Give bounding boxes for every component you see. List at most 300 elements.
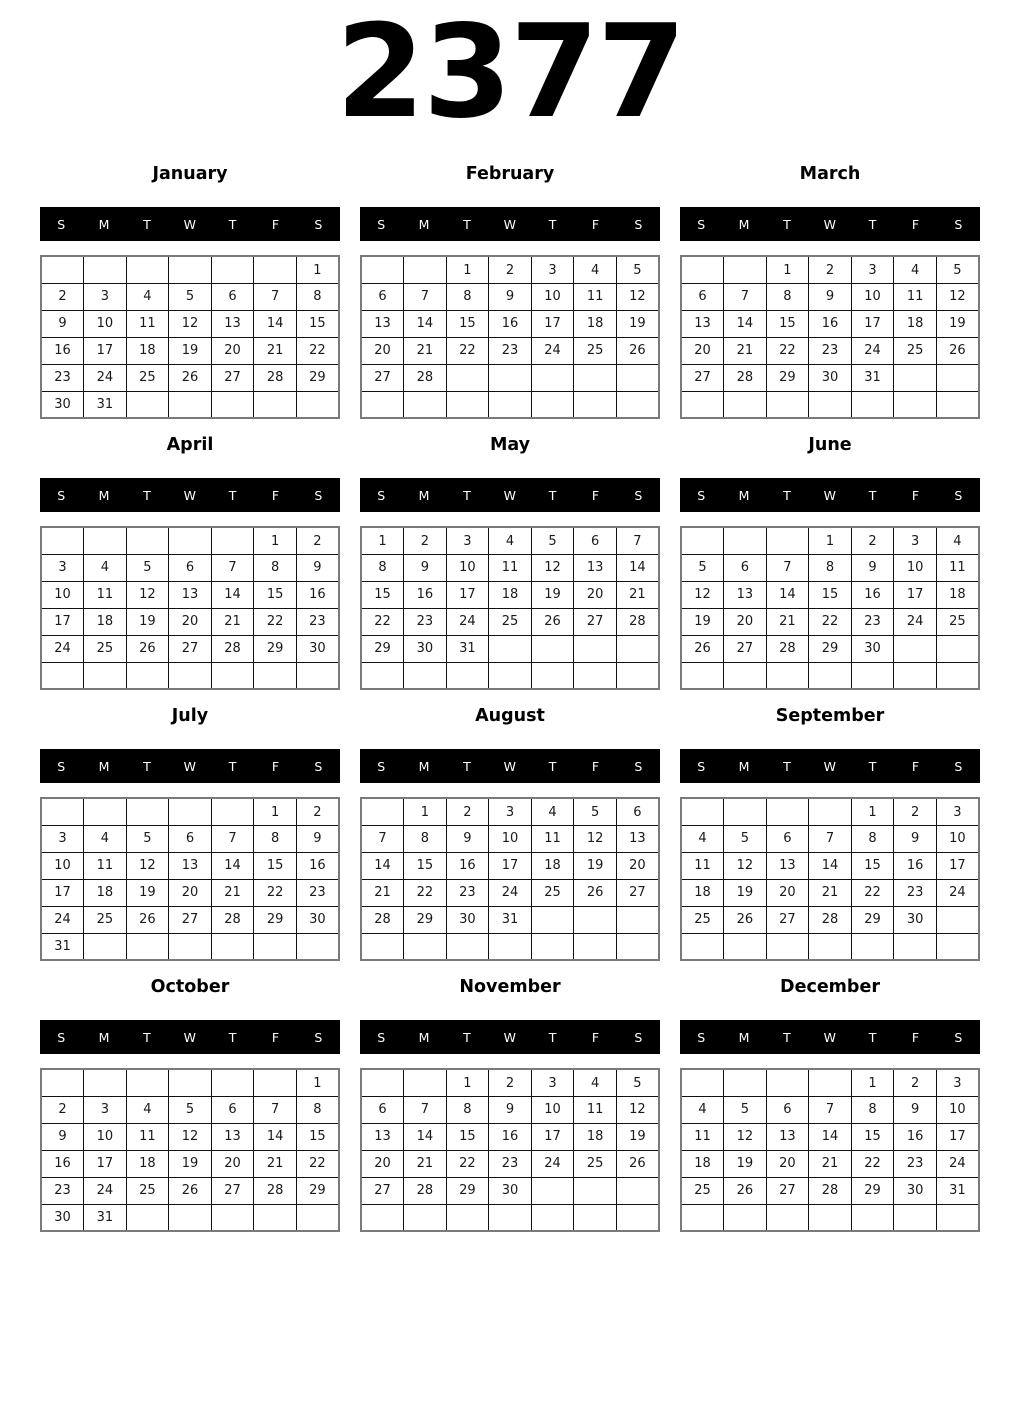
day-cell: 20: [169, 608, 212, 635]
day-cell: 19: [724, 1150, 767, 1177]
day-cell: 21: [211, 879, 254, 906]
day-cell: 3: [84, 283, 127, 310]
empty-day-cell: [126, 662, 169, 689]
weekday-label: M: [418, 758, 430, 774]
day-cell: 17: [41, 879, 84, 906]
day-cell: 1: [404, 798, 447, 825]
weekday-header-bar: [40, 1020, 340, 1054]
weekday-label: T: [548, 1029, 557, 1045]
week-row: [361, 825, 659, 852]
day-cell: 21: [809, 1150, 852, 1177]
day-cell: 23: [41, 364, 84, 391]
day-cell: 29: [404, 906, 447, 933]
day-cell: 12: [574, 825, 617, 852]
empty-day-cell: [531, 662, 574, 689]
empty-day-cell: [531, 364, 574, 391]
empty-day-cell: [616, 1177, 659, 1204]
empty-day-cell: [574, 933, 617, 960]
day-cell: 12: [169, 310, 212, 337]
day-cell: 4: [84, 554, 127, 581]
day-cell: 3: [41, 554, 84, 581]
week-row: [681, 635, 979, 662]
day-cell: 5: [616, 256, 659, 283]
day-cell: 14: [211, 852, 254, 879]
day-cell: 7: [254, 1096, 297, 1123]
day-cell: 16: [489, 310, 532, 337]
weekday-label: S: [634, 758, 643, 774]
day-cell: 3: [41, 825, 84, 852]
day-cell: 30: [296, 906, 339, 933]
week-row: [361, 1177, 659, 1204]
day-cell: 30: [851, 635, 894, 662]
empty-day-cell: [211, 256, 254, 283]
empty-day-cell: [489, 933, 532, 960]
day-cell: 7: [809, 825, 852, 852]
empty-day-cell: [211, 1204, 254, 1231]
weekday-label: W: [183, 1029, 197, 1045]
day-cell: 22: [404, 879, 447, 906]
day-cell: 27: [616, 879, 659, 906]
day-cell: 20: [361, 337, 404, 364]
weekday-header-bar: [360, 478, 660, 512]
week-row: [681, 391, 979, 418]
day-cell: 7: [404, 283, 447, 310]
empty-day-cell: [531, 391, 574, 418]
day-cell: 15: [296, 1123, 339, 1150]
empty-day-cell: [254, 391, 297, 418]
day-cell: 15: [809, 581, 852, 608]
weekday-header-bar: [40, 749, 340, 783]
empty-day-cell: [574, 1204, 617, 1231]
empty-day-cell: [254, 1069, 297, 1096]
day-cell: 30: [489, 1177, 532, 1204]
day-cell: 30: [296, 635, 339, 662]
day-cell: 26: [126, 635, 169, 662]
day-cell: 18: [894, 310, 937, 337]
day-cell: 17: [851, 310, 894, 337]
week-row: [361, 391, 659, 418]
day-cell: 18: [936, 581, 979, 608]
weekday-label: M: [98, 1029, 110, 1045]
day-cell: 17: [894, 581, 937, 608]
week-row: [361, 554, 659, 581]
weekday-label: T: [548, 758, 557, 774]
day-cell: 13: [169, 581, 212, 608]
empty-day-cell: [211, 527, 254, 554]
day-cell: 31: [446, 635, 489, 662]
month-title: March: [799, 164, 861, 185]
month-title: May: [489, 435, 531, 456]
weekday-label: W: [183, 758, 197, 774]
weekday-label: F: [911, 758, 920, 774]
day-cell: 4: [531, 798, 574, 825]
day-cell: 11: [489, 554, 532, 581]
day-cell: 19: [616, 310, 659, 337]
weekday-label: S: [377, 487, 386, 503]
weekday-label: S: [697, 1029, 706, 1045]
day-cell: 11: [126, 1123, 169, 1150]
day-cell: 13: [169, 852, 212, 879]
day-cell: 27: [169, 906, 212, 933]
day-cell: 5: [126, 825, 169, 852]
day-cell: 31: [489, 906, 532, 933]
day-cell: 22: [254, 879, 297, 906]
empty-day-cell: [894, 635, 937, 662]
weekday-label: T: [463, 1029, 472, 1045]
week-row: [41, 554, 339, 581]
day-cell: 28: [254, 364, 297, 391]
day-cell: 27: [766, 1177, 809, 1204]
day-cell: 29: [361, 635, 404, 662]
day-cell: 2: [296, 527, 339, 554]
weekday-label: F: [911, 1029, 920, 1045]
empty-day-cell: [809, 391, 852, 418]
weekday-label: S: [314, 487, 323, 503]
empty-day-cell: [489, 1204, 532, 1231]
day-cell: 11: [574, 283, 617, 310]
weekday-label: F: [271, 758, 280, 774]
empty-day-cell: [851, 1204, 894, 1231]
day-cell: 17: [936, 852, 979, 879]
weekday-label: T: [868, 487, 877, 503]
empty-day-cell: [211, 1069, 254, 1096]
week-row: [41, 879, 339, 906]
day-cell: 11: [84, 581, 127, 608]
day-cell: 11: [531, 825, 574, 852]
day-cell: 10: [84, 1123, 127, 1150]
day-cell: 11: [84, 852, 127, 879]
month-section-october: [40, 975, 340, 1232]
empty-day-cell: [766, 527, 809, 554]
day-cell: 30: [894, 1177, 937, 1204]
week-row: [41, 1096, 339, 1123]
week-row: [361, 1204, 659, 1231]
empty-day-cell: [851, 391, 894, 418]
day-cell: 7: [616, 527, 659, 554]
day-cell: 2: [446, 798, 489, 825]
empty-day-cell: [489, 364, 532, 391]
day-cell: 5: [936, 256, 979, 283]
empty-day-cell: [211, 391, 254, 418]
empty-day-cell: [724, 1069, 767, 1096]
empty-day-cell: [446, 391, 489, 418]
empty-day-cell: [851, 662, 894, 689]
day-cell: 27: [361, 1177, 404, 1204]
month-grid: [40, 797, 340, 961]
empty-day-cell: [936, 933, 979, 960]
day-cell: 10: [851, 283, 894, 310]
weekday-label: W: [823, 487, 837, 503]
day-cell: 28: [211, 906, 254, 933]
day-cell: 20: [724, 608, 767, 635]
day-cell: 11: [894, 283, 937, 310]
week-row: [681, 1096, 979, 1123]
empty-day-cell: [724, 1204, 767, 1231]
month-title: December: [780, 977, 880, 998]
weekday-label: F: [591, 487, 600, 503]
day-cell: 6: [211, 1096, 254, 1123]
empty-day-cell: [296, 1204, 339, 1231]
month-grid: [680, 255, 980, 419]
day-cell: 30: [809, 364, 852, 391]
day-cell: 4: [489, 527, 532, 554]
day-cell: 19: [616, 1123, 659, 1150]
day-cell: 4: [681, 1096, 724, 1123]
empty-day-cell: [404, 391, 447, 418]
day-cell: 28: [254, 1177, 297, 1204]
weekday-label: S: [954, 216, 963, 232]
empty-day-cell: [41, 798, 84, 825]
day-cell: 7: [724, 283, 767, 310]
day-cell: 26: [169, 1177, 212, 1204]
day-cell: 2: [296, 798, 339, 825]
empty-day-cell: [894, 364, 937, 391]
weekday-label: W: [503, 758, 517, 774]
day-cell: 27: [361, 364, 404, 391]
day-cell: 1: [296, 256, 339, 283]
empty-day-cell: [126, 1069, 169, 1096]
weekday-label: S: [697, 487, 706, 503]
day-cell: 9: [851, 554, 894, 581]
week-row: [41, 1069, 339, 1096]
day-cell: 30: [41, 1204, 84, 1231]
day-cell: 7: [211, 554, 254, 581]
day-cell: 6: [766, 1096, 809, 1123]
day-cell: 25: [84, 906, 127, 933]
week-row: [41, 608, 339, 635]
weekday-label: M: [98, 216, 110, 232]
month-grid: [360, 1068, 660, 1232]
month-section-july: [40, 704, 340, 961]
day-cell: 6: [724, 554, 767, 581]
empty-day-cell: [766, 798, 809, 825]
empty-day-cell: [531, 906, 574, 933]
empty-day-cell: [296, 391, 339, 418]
day-cell: 5: [531, 527, 574, 554]
weekday-label: T: [228, 1029, 237, 1045]
empty-day-cell: [126, 933, 169, 960]
week-row: [361, 662, 659, 689]
day-cell: 15: [446, 1123, 489, 1150]
day-cell: 18: [84, 608, 127, 635]
empty-day-cell: [41, 662, 84, 689]
day-cell: 29: [446, 1177, 489, 1204]
week-row: [681, 852, 979, 879]
day-cell: 3: [531, 256, 574, 283]
day-cell: 16: [41, 1150, 84, 1177]
months-grid: [40, 162, 980, 1232]
week-row: [681, 1150, 979, 1177]
empty-day-cell: [681, 391, 724, 418]
day-cell: 23: [894, 1150, 937, 1177]
day-cell: 2: [404, 527, 447, 554]
week-row: [361, 527, 659, 554]
empty-day-cell: [126, 256, 169, 283]
empty-day-cell: [361, 1204, 404, 1231]
day-cell: 5: [574, 798, 617, 825]
weekday-label: M: [98, 758, 110, 774]
day-cell: 12: [531, 554, 574, 581]
day-cell: 21: [766, 608, 809, 635]
weekday-label: F: [271, 487, 280, 503]
month-grid: [680, 797, 980, 961]
day-cell: 29: [809, 635, 852, 662]
day-cell: 3: [531, 1069, 574, 1096]
day-cell: 16: [296, 581, 339, 608]
day-cell: 15: [446, 310, 489, 337]
day-cell: 25: [894, 337, 937, 364]
day-cell: 20: [766, 879, 809, 906]
day-cell: 30: [894, 906, 937, 933]
day-cell: 9: [894, 1096, 937, 1123]
day-cell: 13: [574, 554, 617, 581]
day-cell: 26: [616, 337, 659, 364]
day-cell: 16: [404, 581, 447, 608]
week-row: [41, 283, 339, 310]
weekday-label: T: [143, 1029, 152, 1045]
week-row: [361, 1069, 659, 1096]
day-cell: 3: [936, 798, 979, 825]
day-cell: 17: [41, 608, 84, 635]
day-cell: 10: [894, 554, 937, 581]
month-title: June: [808, 435, 852, 456]
day-cell: 14: [809, 1123, 852, 1150]
weekday-label: W: [823, 758, 837, 774]
empty-day-cell: [894, 1204, 937, 1231]
day-cell: 7: [211, 825, 254, 852]
day-cell: 8: [254, 554, 297, 581]
empty-day-cell: [84, 527, 127, 554]
week-row: [41, 337, 339, 364]
weekday-label: W: [823, 1029, 837, 1045]
day-cell: 30: [404, 635, 447, 662]
day-cell: 13: [361, 1123, 404, 1150]
day-cell: 7: [361, 825, 404, 852]
day-cell: 5: [616, 1069, 659, 1096]
weekday-header-bar: [680, 749, 980, 783]
day-cell: 15: [296, 310, 339, 337]
month-title: April: [166, 435, 214, 456]
empty-day-cell: [446, 364, 489, 391]
month-title: September: [775, 706, 885, 727]
week-row: [41, 852, 339, 879]
empty-day-cell: [446, 1204, 489, 1231]
day-cell: 5: [169, 1096, 212, 1123]
day-cell: 11: [126, 310, 169, 337]
day-cell: 12: [126, 581, 169, 608]
day-cell: 17: [531, 310, 574, 337]
week-row: [361, 1123, 659, 1150]
day-cell: 4: [574, 256, 617, 283]
weekday-label: S: [57, 487, 66, 503]
day-cell: 28: [616, 608, 659, 635]
day-cell: 19: [169, 1150, 212, 1177]
day-cell: 26: [126, 906, 169, 933]
day-cell: 8: [296, 1096, 339, 1123]
day-cell: 21: [809, 879, 852, 906]
empty-day-cell: [724, 933, 767, 960]
day-cell: 24: [851, 337, 894, 364]
empty-day-cell: [211, 662, 254, 689]
day-cell: 8: [809, 554, 852, 581]
month-grid: [40, 526, 340, 690]
day-cell: 8: [851, 825, 894, 852]
day-cell: 11: [681, 852, 724, 879]
day-cell: 27: [169, 635, 212, 662]
day-cell: 13: [681, 310, 724, 337]
day-cell: 19: [169, 337, 212, 364]
empty-day-cell: [41, 256, 84, 283]
empty-day-cell: [254, 662, 297, 689]
week-row: [681, 581, 979, 608]
weekday-label: S: [377, 758, 386, 774]
empty-day-cell: [254, 1204, 297, 1231]
weekday-header-bar: [360, 1020, 660, 1054]
empty-day-cell: [169, 1069, 212, 1096]
month-section-september: [680, 704, 980, 961]
empty-day-cell: [446, 662, 489, 689]
weekday-label: S: [697, 216, 706, 232]
empty-day-cell: [724, 391, 767, 418]
day-cell: 8: [446, 283, 489, 310]
week-row: [41, 364, 339, 391]
empty-day-cell: [574, 391, 617, 418]
weekday-label: T: [228, 758, 237, 774]
weekday-label: T: [783, 1029, 792, 1045]
week-row: [681, 798, 979, 825]
weekday-label: F: [271, 216, 280, 232]
day-cell: 6: [766, 825, 809, 852]
week-row: [41, 1123, 339, 1150]
empty-day-cell: [126, 391, 169, 418]
empty-day-cell: [489, 635, 532, 662]
week-row: [41, 825, 339, 852]
day-cell: 28: [404, 1177, 447, 1204]
weekday-label: W: [183, 487, 197, 503]
day-cell: 22: [446, 1150, 489, 1177]
day-cell: 24: [84, 364, 127, 391]
day-cell: 14: [766, 581, 809, 608]
weekday-label: T: [783, 758, 792, 774]
empty-day-cell: [531, 933, 574, 960]
empty-day-cell: [361, 798, 404, 825]
week-row: [41, 527, 339, 554]
day-cell: 12: [616, 283, 659, 310]
weekday-label: T: [228, 216, 237, 232]
day-cell: 2: [894, 1069, 937, 1096]
day-cell: 16: [41, 337, 84, 364]
weekday-label: S: [57, 1029, 66, 1045]
day-cell: 2: [894, 798, 937, 825]
day-cell: 16: [446, 852, 489, 879]
day-cell: 17: [531, 1123, 574, 1150]
day-cell: 12: [724, 852, 767, 879]
month-title: November: [459, 977, 561, 998]
empty-day-cell: [616, 906, 659, 933]
day-cell: 19: [574, 852, 617, 879]
day-cell: 28: [361, 906, 404, 933]
day-cell: 15: [254, 581, 297, 608]
day-cell: 3: [84, 1096, 127, 1123]
empty-day-cell: [84, 798, 127, 825]
day-cell: 6: [169, 554, 212, 581]
day-cell: 23: [404, 608, 447, 635]
day-cell: 5: [724, 825, 767, 852]
day-cell: 24: [936, 879, 979, 906]
day-cell: 7: [404, 1096, 447, 1123]
day-cell: 7: [809, 1096, 852, 1123]
empty-day-cell: [724, 527, 767, 554]
